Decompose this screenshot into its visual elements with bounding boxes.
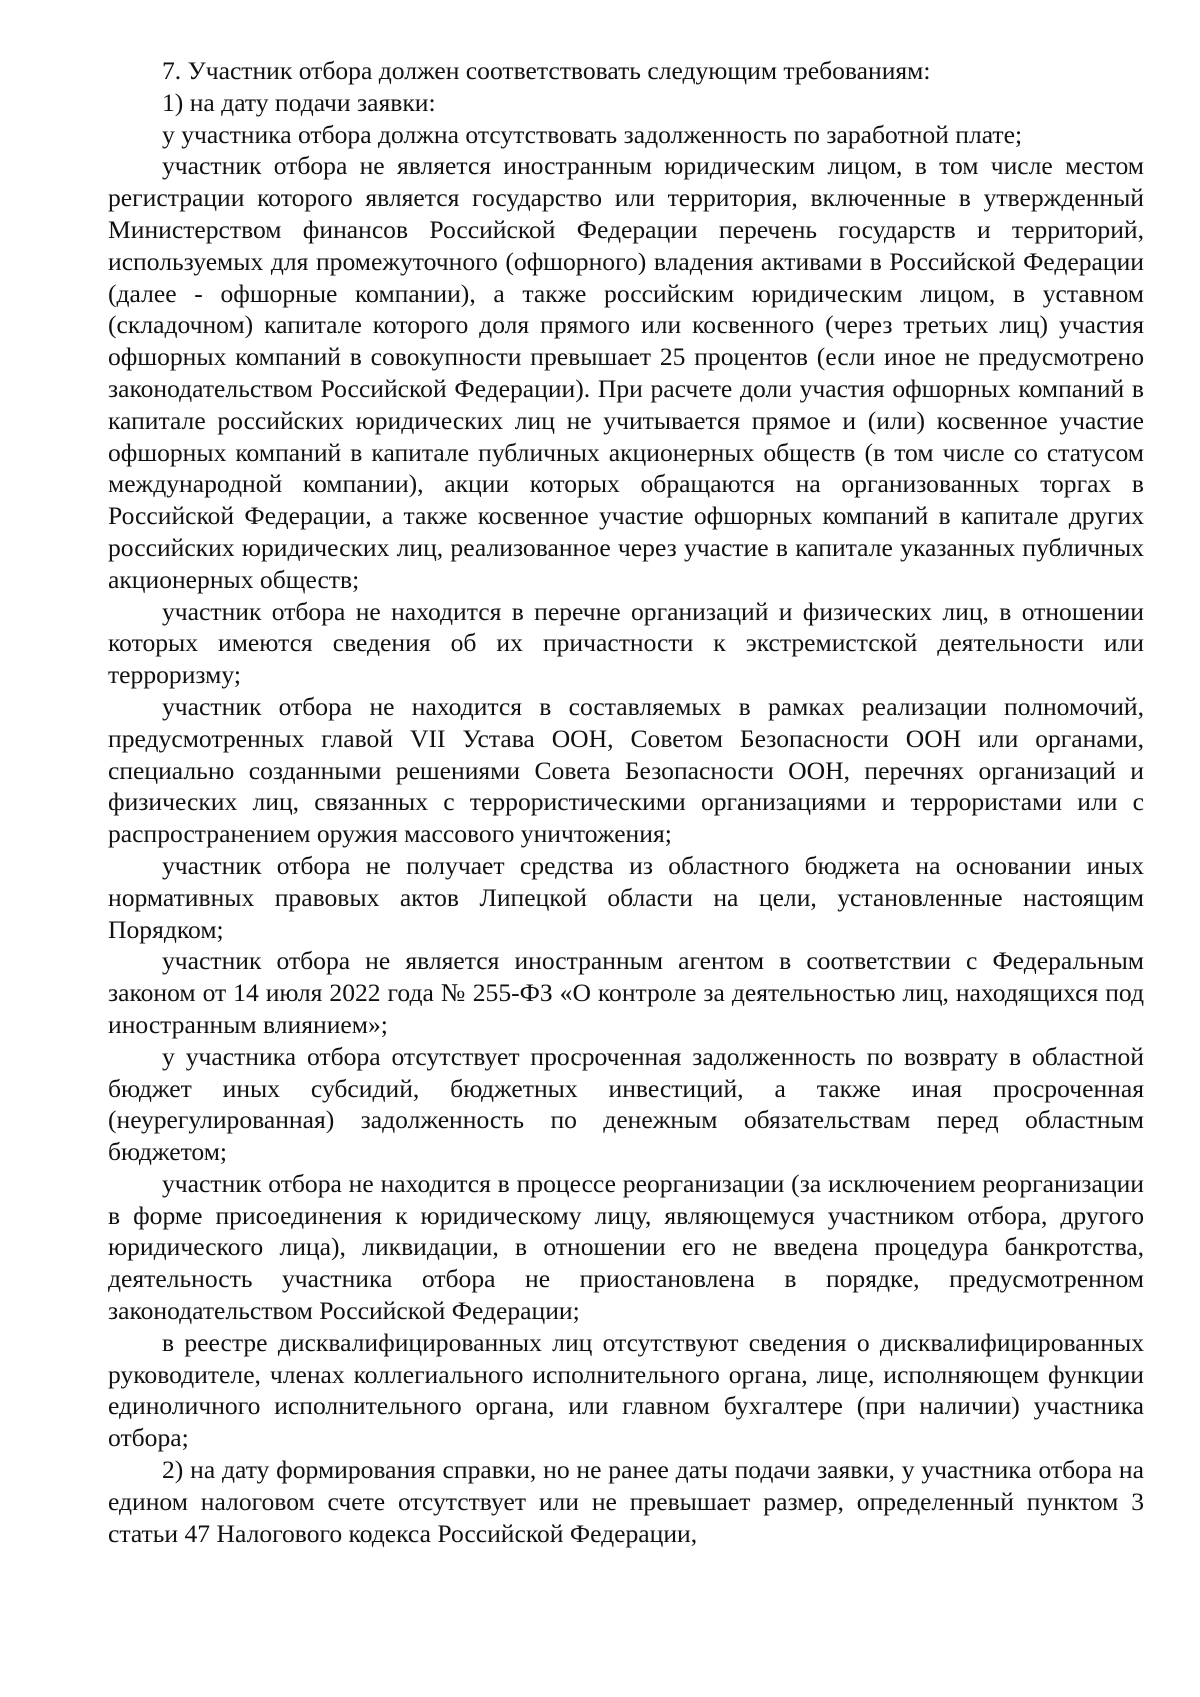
paragraph-item-2-tax-account: 2) на дату формирования справки, но не ранее даты подачи заявки, у участника отбора на едином налоговом счете отсутствует или не превышает размер, определенный пунктом 3 статьи 47 Налогового кодекса Российской Федерации, (108, 1455, 1144, 1548)
paragraph-disqualified-persons-registry: в реестре дисквалифицированных лиц отсутствуют сведения о дисквалифицированных руководителе, членах коллегиального исполнительного органа, лице, исполняющем функции единоличного исполнительного органа, или главном бухгалтере (при наличии) участника отбора; (108, 1327, 1144, 1453)
paragraph-no-overdue-budget-debt: у участника отбора отсутствует просроченная задолженность по возврату в областной бюджет иных субсидий, бюджетных инвестиций, а также иная просроченная (неурегулированная) задолженность по денежным обязательствам перед областным бюджетом; (108, 1041, 1144, 1167)
paragraph-not-foreign-entity: участник отбора не является иностранным юридическим лицом, в том числе местом регистрации которого является государство или территория, включенные в утвержденный Министерством финансов Российской Федерации перечень государств и территорий, используемых для промежуточного (офшорного) владения активами в Российской Федерации (далее - офшорные компании), а также российским юридическим лицом, в уставном (складочном) капитале которого доля прямого или косвенного (через третьих лиц) участия офшорных компаний в совокупности превышает 25 процентов (если иное не предусмотрено законодательством Российской Федерации). При расчете доли участия офшорных компаний в капитале российских юридических лиц не учитывается прямое и (или) косвенное участие офшорных компаний в капитале публичных акционерных обществ (в том числе со статусом международной компании), акции которых обращаются на организованных торгах в Российской Федерации, а также косвенное участие офшорных компаний в капитале других российских юридических лиц, реализованное через участие в капитале указанных публичных акционерных обществ; (108, 151, 1144, 594)
paragraph-requirements-heading: 7. Участник отбора должен соответствовать следующим требованиям: (162, 56, 931, 85)
paragraph-not-foreign-agent: участник отбора не является иностранным агентом в соответствии с Федеральным законом от 14 июля 2022 года № 255-ФЗ «О контроле за деятельностью лиц, находящихся под иностранным влиянием»; (108, 946, 1144, 1039)
paragraph-not-reorganization: участник отбора не находится в процессе реорганизации (за исключением реорганизации в форме присоединения к юридическому лицу, являющемуся участником отбора, другого юридического лица), ликвидации, в отношении его не введена процедура банкротства, деятельность участника отбора не приостановлена в порядке, предусмотренном законодательством Российской Федерации; (108, 1168, 1144, 1326)
paragraph-no-wage-debt: у участника отбора должна отсутствовать задолженность по заработной плате; (162, 119, 1023, 149)
document-body (108, 55, 1144, 1549)
paragraph-item-1-heading: 1) на дату подачи заявки: (162, 87, 436, 117)
paragraph-no-other-budget-funds: участник отбора не получает средства из областного бюджета на основании иных нормативных правовых актов Липецкой области на цели, установленные настоящим Порядком; (108, 850, 1144, 944)
paragraph-not-un-sanctions-list: участник отбора не находится в составляемых в рамках реализации полномочий, предусмотренных главой VII Устава ООН, Советом Безопасности ООН или органами, специально созданными решениями Совета Безопасности ООН, перечнях организаций и физических лиц, связанных с террористическими организациями и террористами или с распространением оружия массового уничтожения; (108, 691, 1144, 849)
paragraph-not-extremist-list: участник отбора не находится в перечне организаций и физических лиц, в отношении которых имеются сведения об их причастности к экстремистской деятельности или терроризму; (108, 596, 1144, 690)
